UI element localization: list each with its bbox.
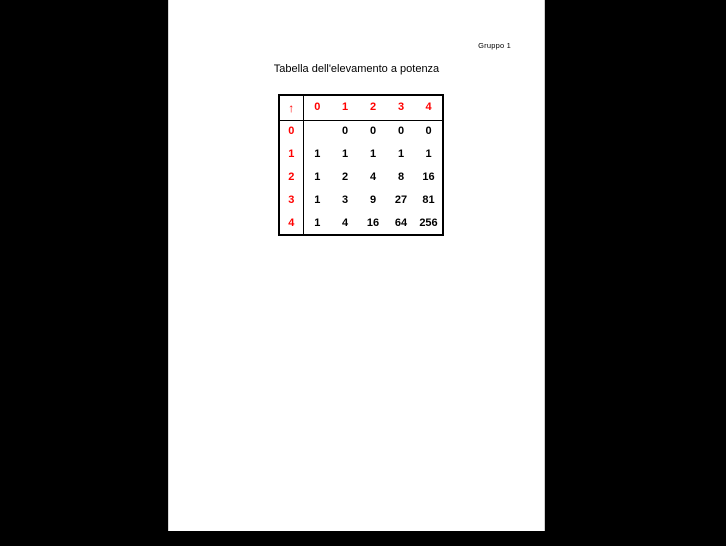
- table-cell: 3: [341, 194, 349, 206]
- table-cell: 4: [341, 216, 349, 229]
- table-cell: 256: [419, 216, 438, 229]
- column-header: 0: [303, 95, 331, 120]
- table-cell: 1: [314, 216, 321, 229]
- row-label: 2: [279, 166, 303, 189]
- power-table: [278, 94, 444, 236]
- page-title: Tabella dell'elevamento a potenza: [273, 63, 440, 75]
- table-cell: 81: [422, 194, 435, 206]
- table-cell: 1: [425, 148, 432, 160]
- column-header: 4: [415, 95, 443, 120]
- table-row: [279, 189, 443, 212]
- table-cell: 2: [341, 171, 349, 183]
- table-cell: 8: [397, 171, 405, 183]
- table-row: [279, 212, 443, 235]
- column-header: 2: [359, 95, 387, 120]
- column-header: 1: [331, 95, 359, 120]
- table-cell: 64: [394, 216, 408, 229]
- table-cell: 9: [369, 194, 377, 206]
- table-cell: 0: [341, 125, 349, 138]
- table-cell: 1: [314, 171, 321, 183]
- table-cell: 16: [366, 216, 380, 229]
- row-label: 4: [279, 212, 303, 235]
- table-cell: 1: [314, 148, 321, 160]
- table-cell: 1: [341, 148, 349, 160]
- table-header-row: [279, 95, 443, 120]
- table-row: [279, 143, 443, 166]
- table-cell: 1: [314, 194, 321, 206]
- table-cell: 1: [397, 148, 405, 160]
- table-row: [279, 120, 443, 143]
- table-cell: 4: [369, 171, 377, 183]
- table-cell: [303, 120, 331, 143]
- row-label: 0: [279, 120, 303, 143]
- table-row: [279, 166, 443, 189]
- table-cell: 0: [425, 125, 432, 138]
- row-label: 3: [279, 189, 303, 212]
- document-page: [168, 0, 545, 531]
- table-cell: 16: [422, 171, 435, 183]
- doc-header-text: Gruppo 1: [478, 41, 511, 50]
- table-cell: 0: [369, 125, 377, 138]
- column-header: 3: [387, 95, 415, 120]
- exponent-arrow-icon: ↑: [279, 95, 303, 120]
- row-label: 1: [279, 143, 303, 166]
- table-cell: 0: [397, 125, 405, 138]
- table-cell: 1: [369, 148, 377, 160]
- table-cell: 27: [394, 194, 408, 206]
